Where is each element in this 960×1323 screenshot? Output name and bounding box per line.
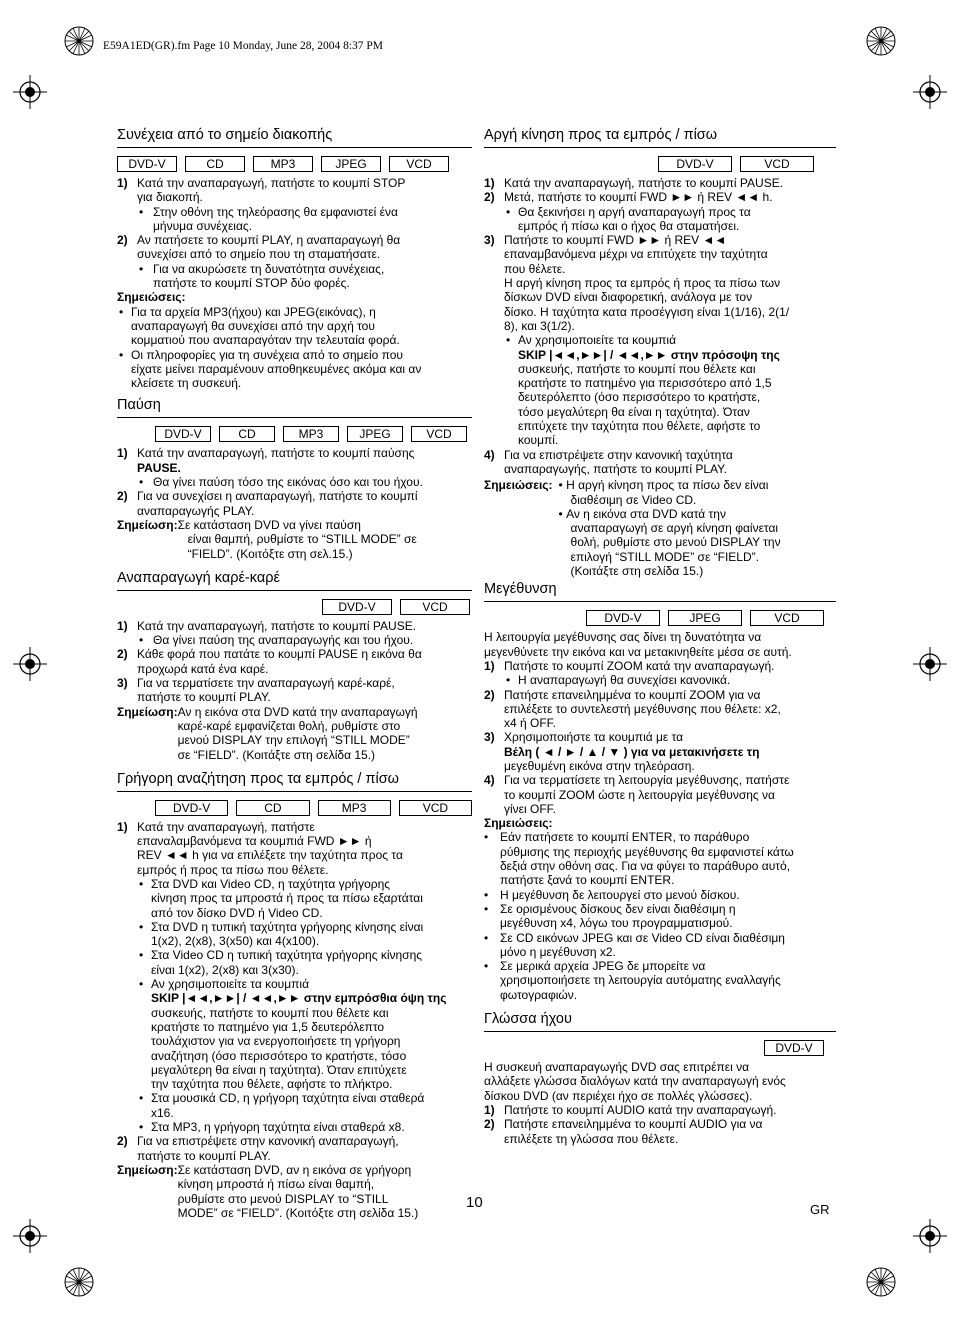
bullet: • Για να ακυρώσετε τη δυνατότητα συνέχειας, πατήστε το κουμπί STOP δύο φορές. bbox=[139, 261, 385, 291]
badge-cd: CD bbox=[236, 800, 309, 816]
section-title-slow-motion: Αργή κίνηση προς τα εμπρός / πίσω bbox=[484, 126, 836, 148]
bullet: • Στα Video CD η τυπική ταχύτητα γρήγορης κίνησης είναι 1(x2), 2(x8) και 3(x30). bbox=[139, 948, 423, 977]
file-header: E59A1ED(GR).fm Page 10 Monday, June 28, 2004 8:37 PM bbox=[103, 40, 384, 52]
registration-mark-icon bbox=[913, 647, 947, 681]
badge-jpeg: JPEG bbox=[668, 610, 742, 626]
section-title-fast-search: Γρήγορη αναζήτηση προς τα εμπρός / πίσω bbox=[117, 770, 472, 792]
badge-cd: CD bbox=[219, 426, 275, 442]
right-column bbox=[484, 126, 836, 1146]
step-2: 2) Για να επιστρέψετε στην κανονική αναπαραγωγή, πατήστε το κουμπί PLAY. bbox=[117, 1134, 399, 1163]
bullet: • Η αναπαραγωγή θα συνεχίσει κανονικά. bbox=[506, 673, 731, 688]
disc-badges bbox=[484, 1040, 836, 1056]
step-3: 3) Χρησιμοποιήστε τα κουμπιά με τα Βέλη ( ◄ / ► / ▲ / ▼ ) για να μετακινήσετε τη μεγεθυμένη εικόνα στην τηλεόραση. bbox=[484, 730, 760, 773]
badge-dvdv: DVD-V bbox=[322, 599, 392, 615]
badge-dvdv: DVD-V bbox=[586, 610, 660, 626]
starburst-mark-icon bbox=[864, 1265, 898, 1299]
step-2: 2) Για να συνεχίσει η αναπαραγωγή, πατήστε το κουμπί αναπαραγωγής PLAY. bbox=[117, 489, 418, 518]
starburst-mark-icon bbox=[62, 1265, 96, 1299]
badge-jpeg: JPEG bbox=[347, 426, 403, 442]
badge-dvdv: DVD-V bbox=[155, 426, 211, 442]
note-item: • Για τα αρχεία MP3(ήχου) και JPEG(εικόνας), η αναπαραγωγή θα συνεχίσει από την αρχή του κομματιού που αναπαραγόταν την τελευταία φορά. bbox=[119, 304, 400, 348]
registration-mark-icon bbox=[913, 1219, 947, 1253]
step-1: 1) Κατά την αναπαραγωγή, πατήστε το κουμπί STOP για διακοπή. bbox=[117, 176, 406, 205]
step-4: 4) Για να τερματίσετε τη λειτουργία μεγέθυνσης, πατήστε το κουμπί ZOOM ώστε η λειτουργία μεγέθυνσης να γίνει OFF. bbox=[484, 773, 790, 816]
step-3: 3) Για να τερματίσετε την αναπαραγωγή καρέ-καρέ, πατήστε το κουμπί PLAY. bbox=[117, 676, 395, 705]
badge-mp3: MP3 bbox=[283, 426, 339, 442]
step-1: 1) Κατά την αναπαραγωγή, πατήστε επαναλαμβανόμενα τα κουμπιά FWD ►► ή REV ◄◄ h για να επιλέξετε την ταχύτητα προς τα εμπρός ή προς τα πίσω που θέλετε. bbox=[117, 819, 403, 877]
step-3: 3) Πατήστε το κουμπί FWD ►► ή REV ◄◄ επαναμβανόμενα μέχρι να επιτύχετε την ταχύτητα που θέλετε. Η αργή κίνηση προς τα εμπρός ή προς τα πίσω των δίσκων DVD είναι διαφορετική, ανάλογα με τον δίσκο. Η ταχύτητα κατα προσέγγιση είναι 1(1/16), 2(1/ 8), και 3(1/2). bbox=[484, 233, 790, 333]
disc-badges bbox=[117, 800, 472, 816]
notes: Σημειώσεις: • Η αργή κίνηση προς τα πίσω δεν είναι διαθέσιμη σε Video CD. • Αν η εικόνα στα DVD κατά την αναπαραγωγή σε αργή κίνηση φαίνεται θολή, ρυθμίστε στο μενού DISPLAY την επιλογή “STILL MODE” σε “FIELD”. (Κοιτάξτε στη σελίδα 15.) bbox=[484, 478, 781, 579]
step-2: 2) Αν πατήσετε το κουμπί PLAY, η αναπαραγωγή θα συνεχίσει από το σημείο που τη σταματήσατε. bbox=[117, 233, 401, 262]
step-1: 1) Πατήστε το κουμπί AUDIO κατά την αναπαραγωγή. bbox=[484, 1102, 777, 1117]
step-2: 2) Πατήστε επανειλημμένα το κουμπί AUDIO για να επιλέξετε τη γλώσσα που θέλετε. bbox=[484, 1117, 763, 1146]
badge-dvdv: DVD-V bbox=[117, 156, 177, 172]
badge-mp3: MP3 bbox=[318, 800, 391, 816]
bullet: • Στα DVD η τυπική ταχύτητα γρήγορης κίνησης είναι 1(x2), 2(x8), 3(x50) και 4(x100). bbox=[139, 919, 424, 949]
step-1: 1) Κατά την αναπαραγωγή, πατήστε το κουμπί PAUSE. bbox=[117, 618, 417, 633]
disc-badges bbox=[117, 426, 472, 442]
left-column bbox=[117, 126, 472, 1220]
note-item: • Σε ορισμένους δίσκους δεν είναι διαθέσιμη η μεγέθυνση x4, λόγω του προγραμματισμού. bbox=[484, 901, 736, 931]
step-4: 4) Για να επιστρέψετε στην κανονική ταχύτητα αναπαραγωγής, πατήστε το κουμπί PLAY. bbox=[484, 447, 733, 476]
note: Σημείωση: Αν η εικόνα στα DVD κατά την αναπαραγωγή καρέ-καρέ εμφανίζεται θολή, ρυθμίστε στο μενού DISPLAY την επιλογή “STILL MODE” σε “FIELD”. (Κοιτάξτε στη σελίδα 15.) bbox=[117, 704, 418, 762]
badge-dvdv: DVD-V bbox=[155, 800, 228, 816]
section-title-frame-by-frame: Αναπαραγωγή καρέ-καρέ bbox=[117, 569, 472, 591]
note: Σημείωση: Σε κατάσταση DVD να γίνει παύση είναι θαμπή, ρυθμίστε το “STILL MODE” σε “FIELD”. (Κοιτόξτε στη σελ.15.) bbox=[117, 517, 417, 561]
step-1: 1) Πατήστε το κουμπί ZOOM κατά την αναπαραγωγή. bbox=[484, 658, 775, 673]
section-title-pause: Παύση bbox=[117, 396, 472, 418]
section-title-zoom: Μεγέθυνση bbox=[484, 580, 836, 602]
disc-badges bbox=[484, 156, 836, 172]
badge-dvdv: DVD-V bbox=[764, 1040, 824, 1056]
bullet: • Αν χρησιμοποιείτε τα κουμπιά SKIP |◄◄,►►| / ◄◄,►► στην πρόσοψη της συσκευής, πατήστε το κουμπί που θέλετε και κρατήστε το πατημένο για περισσότερο από 1,5 δευτερόλεπτο (όσο περισσότερο το κρατήστε, τόσο μεγαλύτερη θα είναι η ταχύτητα). Όταν επιτύχετε την ταχύτητα που θέλετε, αφήστε το κουμπί. bbox=[506, 333, 780, 448]
starburst-mark-icon bbox=[864, 24, 898, 58]
registration-mark-icon bbox=[13, 647, 47, 681]
badge-vcd: VCD bbox=[399, 800, 472, 816]
registration-mark-icon bbox=[13, 75, 47, 109]
bullet: • Στα DVD και Video CD, η ταχύτητα γρήγορης κίνηση προς τα μπροστά ή προς τα πίσω εξαρτάται από τον δίσκο DVD ή Video CD. bbox=[139, 876, 423, 920]
badge-vcd: VCD bbox=[750, 610, 824, 626]
badge-jpeg: JPEG bbox=[321, 156, 381, 172]
notes-title: Σημειώσεις: bbox=[484, 816, 553, 831]
badge-vcd: VCD bbox=[740, 156, 814, 172]
notes-title: Σημειώσεις: bbox=[117, 290, 186, 305]
bullet: • Θα γίνει παύση τόσο της εικόνας όσο και του ήχου. bbox=[139, 475, 423, 490]
step-2: 2) Πατήστε επανειλημμένα το κουμπί ZOOM για να επιλέξετε το συντελεστή μεγέθυνσης που θέλετε: x2, x4 ή OFF. bbox=[484, 687, 781, 731]
badge-vcd: VCD bbox=[411, 426, 467, 442]
badge-vcd: VCD bbox=[389, 156, 449, 172]
intro-text: Η λειτουργία μεγέθυνσης σας δίνει τη δυνατότητα να μεγενθύνετε την εικόνα και να μετακινηθείτε μέσα σε αυτή. bbox=[484, 630, 792, 659]
language-code: GR bbox=[810, 1202, 830, 1217]
note: Σημείωση: Σε κατάσταση DVD, αν η εικόνα σε γρήγορη κίνηση μπροστά ή πίσω είναι θαμπή, ρυθμίστε στο μενού DISPLAY το “STILL MODE” σε “FIELD”. (Κοιτόξτε στη σελίδα 15.) bbox=[117, 1162, 419, 1220]
note-item: • Εάν πατήσετε το κουμπί ENTER, το παράθυρο ρύθμισης της περιοχής μεγέθυνσης θα εμφανιστεί κάτω δεξιά στην οθόνη σας. Για να φύγει το παράθυρο αυτό, πατήστε ξανά το κουμπί ENTER. bbox=[484, 830, 794, 888]
bullet: • Αν χρησιμοποιείτε τα κουμπιά SKIP |◄◄,►►| / ◄◄,►► στην εμπρόσθια όψη της συσκευής, πατήστε το κουμπί που θέλετε και κρατήστε το πατημένο για 1,5 δευτερόλεπτο τουλάχιστον για να ενεργοποιήσετε τη γρήγορη αναζήτηση (όσο περισσότερο το κρατήστε, τόσο μεγαλύτερη θα είναι η ταχύτητα). Όταν επιτύχετε την ταχύτητα που θέλετε, αφήστε το πλήκτρο. bbox=[139, 977, 447, 1092]
disc-badges bbox=[117, 599, 472, 615]
bullet: • Στα μουσικά CD, η γρήγορη ταχύτητα είναι σταθερά x16. bbox=[139, 1091, 425, 1120]
bullet: • Στην οθόνη της τηλεόρασης θα εμφανιστεί ένα μήνυμα συνέχειας. bbox=[139, 204, 398, 233]
note-item: • Σε μερικά αρχεία JPEG δε μπορείτε να χρησιμοποιήσετε τη λειτουργία αυτόματης εναλλαγής φωτογραφιών. bbox=[484, 959, 781, 1002]
bullet: • Θα γίνει παύση της αναπαραγωγής και του ήχου. bbox=[139, 633, 414, 648]
step-2: 2) Κάθε φορά που πατάτε το κουμπί PAUSE η εικόνα θα προχωρά κατά ένα καρέ. bbox=[117, 647, 422, 676]
registration-mark-icon bbox=[13, 1219, 47, 1253]
badge-mp3: MP3 bbox=[253, 156, 313, 172]
section-title-audio-language: Γλώσσα ήχου bbox=[484, 1010, 836, 1032]
page-number: 10 bbox=[466, 1194, 483, 1211]
registration-mark-icon bbox=[913, 75, 947, 109]
note-item: • Η μεγέθυνση δε λειτουργεί στο μενού δίσκου. bbox=[484, 887, 740, 902]
note-item: • Σε CD εικόνων JPEG και σε Video CD είναι διαθέσιμη μόνο η μεγέθυνση x2. bbox=[484, 930, 785, 959]
step-1: 1) Κατά την αναπαραγωγή, πατήστε το κουμπί PAUSE. bbox=[484, 176, 784, 190]
note-item: • Οι πληροφορίες για τη συνέχεια από το σημείο που είχατε μείνει παραμένουν αποθηκευμένες ακόμα και αν κλείσετε τη συσκευή. bbox=[119, 347, 422, 391]
disc-badges bbox=[117, 156, 472, 172]
intro-text: Η συσκευή αναπαραγωγής DVD σας επιτρέπει να αλλάξετε γλώσσα διαλόγων κατά την αναπαραγωγή ενός δίσκου DVD (αν περιέχει ήχο σε πολλές γλώσσες). bbox=[484, 1060, 786, 1103]
step-1: 1) Κατά την αναπαραγωγή, πατήστε το κουμπί παύσης PAUSE. bbox=[117, 446, 415, 475]
disc-badges bbox=[484, 610, 836, 626]
step-2: 2) Μετά, πατήστε το κουμπί FWD ►► ή REV ◄◄ h. bbox=[484, 190, 773, 205]
badge-dvdv: DVD-V bbox=[658, 156, 732, 172]
starburst-mark-icon bbox=[62, 24, 96, 58]
badge-vcd: VCD bbox=[400, 599, 470, 615]
bullet: • Στα MP3, η γρήγορη ταχύτητα είναι σταθερά x8. bbox=[139, 1120, 405, 1135]
badge-cd: CD bbox=[185, 156, 245, 172]
section-title-resume: Συνέχεια από το σημείο διακοπής bbox=[117, 126, 472, 148]
bullet: • Θα ξεκινήσει η αργή αναπαραγωγή προς τα εμπρός ή πίσω και ο ήχος θα σταματήσει. bbox=[506, 204, 751, 233]
